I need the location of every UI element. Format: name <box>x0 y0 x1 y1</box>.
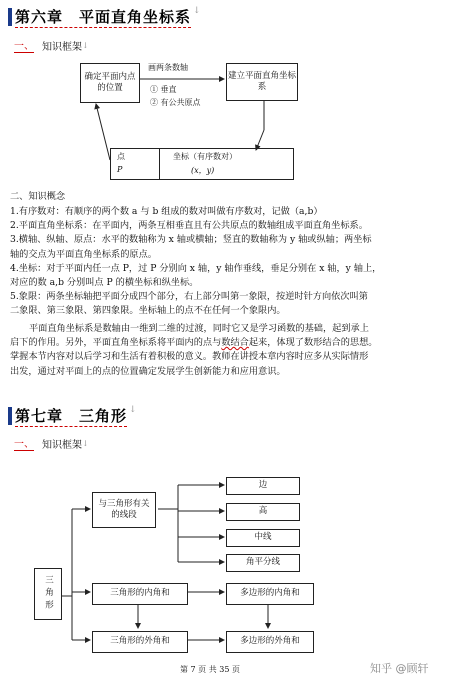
box-height: 高 <box>226 503 300 521</box>
box-locate-point: 确定平面内点的位置 <box>80 63 140 103</box>
summary-underlined-term: 数结合 <box>221 337 249 349</box>
concepts-list <box>10 205 381 319</box>
concepts-title: 二、知识概念 <box>10 191 66 202</box>
watermark: 知乎 @顾轩 <box>370 662 429 675</box>
paragraph-mark-icon: ↓ <box>82 438 89 448</box>
box-triangle-inner-angles: 三角形的内角和 <box>92 583 188 605</box>
box-polygon-inner-angles: 多边形的内角和 <box>226 583 314 605</box>
page-number: 第 7 页 共 35 页 <box>180 665 240 674</box>
summary-line <box>10 336 378 350</box>
heading-bar <box>8 407 12 425</box>
box-triangle-outer-angles: 三角形的外角和 <box>92 631 188 653</box>
label-point: 点 <box>117 152 125 161</box>
chapter-6-title: 第六章 平面直角坐标系 <box>15 8 192 26</box>
box-median: 中线 <box>226 529 300 547</box>
sub-label: 知识框架 <box>42 41 82 53</box>
box-triangle-root: 三角形 <box>34 568 62 620</box>
concept-line: 轴的交点为平面直角坐标系的原点。 <box>10 248 157 260</box>
concept-line: 3.横轴、纵轴、原点：水平的数轴称为 x 轴或横轴；竖直的数轴称为 y 轴或纵轴；两坐标 <box>10 234 372 246</box>
summary-paragraph <box>10 322 378 379</box>
box-build-coordinate-system: 建立平面直角坐标系 <box>226 63 298 101</box>
box-point-coordinate <box>110 148 294 180</box>
chapter-7-heading <box>8 405 137 427</box>
label-common-origin: ② 有公共原点 <box>150 98 201 107</box>
paragraph-mark-icon: ↓ <box>129 405 137 415</box>
paragraph-mark-icon: ↓ <box>193 6 201 16</box>
concept-line: 1.有序数对：有顺序的两个数 a 与 b 组成的数对叫做有序数对，记做（a,b） <box>10 206 323 217</box>
label-coordinate: 坐标（有序数对） <box>173 152 237 161</box>
label-xy: (x，y) <box>191 166 215 175</box>
box-triangle-segments: 与三角形有关的线段 <box>92 492 156 528</box>
box-angle-bisector: 角平分线 <box>226 554 300 572</box>
summary-line: 掌握本节内容对以后学习和生活有着积极的意义。教师在讲授本章内容时应多从实际情形 <box>10 351 369 363</box>
sub-label: 知识框架 <box>42 439 82 451</box>
sub-number: 一、 <box>14 37 34 53</box>
label-p: P <box>117 165 123 174</box>
summary-line: 平面直角坐标系是数轴由一维到二维的过渡，同时它又是学习函数的基础，起到承上 <box>29 323 369 334</box>
sub-number: 一、 <box>14 435 34 451</box>
concept-line: 5.象限：两条坐标轴把平面分成四个部分，右上部分叫第一象限，按逆时针方向依次叫第 <box>10 291 368 303</box>
chapter-7-title: 第七章 三角形 <box>15 407 128 425</box>
summary-text: 启下的作用。另外，平面直角坐标系将平面内的点与 <box>10 337 222 349</box>
paragraph-mark-icon: ↓ <box>82 40 89 50</box>
box-polygon-outer-angles: 多边形的外角和 <box>226 631 314 653</box>
concept-line: 4.坐标：对于平面内任一点 P，过 P 分别向 x 轴，y 轴作垂线，垂足分别在 x 轴，y 轴上， <box>10 262 382 274</box>
concept-line: 对应的数 a,b 分别叫点 P 的横坐标和纵坐标。 <box>10 277 199 289</box>
summary-text: 起来，体现了数形结合的思想。 <box>248 337 378 349</box>
summary-line: 出发，通过对平面上的点的位置确定发展学生创新能力和应用意识。 <box>10 365 286 377</box>
label-perpendicular: ① 垂直 <box>150 85 177 94</box>
label-draw-axes: 画两条数轴 <box>148 63 188 72</box>
concept-line: 二象限、第三象限、第四象限。坐标轴上的点不在任何一个象限内。 <box>10 305 286 317</box>
chapter-7-subheading <box>14 435 89 451</box>
concept-line: 2.平面直角坐标系：在平面内，两条互相垂直且有公共原点的数轴组成平面直角坐标系。 <box>10 220 368 232</box>
box-side: 边 <box>226 477 300 495</box>
